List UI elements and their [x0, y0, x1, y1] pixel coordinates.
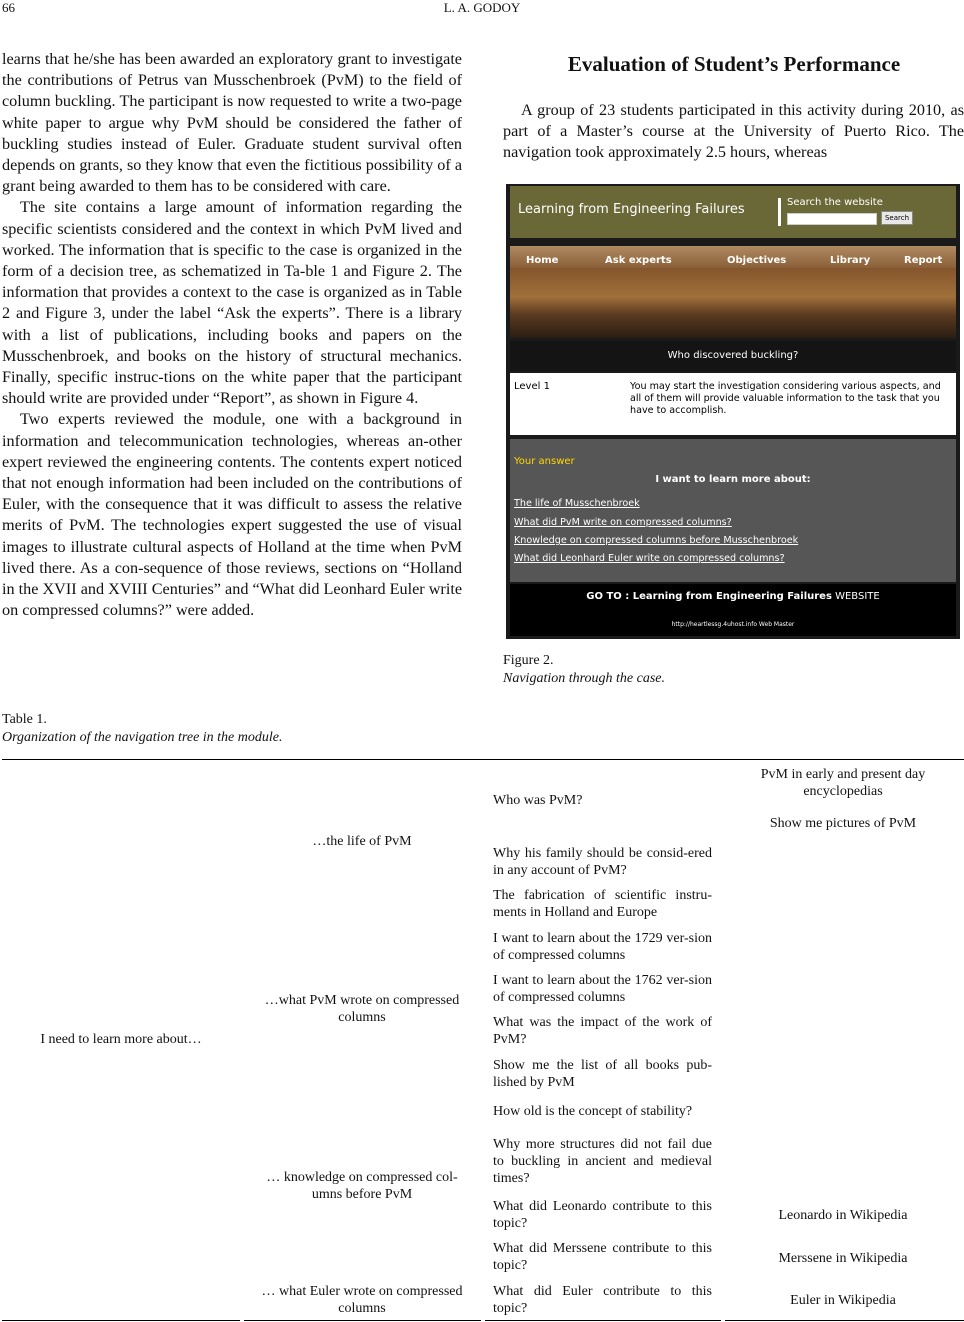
level-panel: [510, 373, 956, 435]
search-label: Search the website: [787, 197, 883, 208]
table-resource: Merssene in Wikipedia: [778, 1251, 908, 1266]
goto-footer: [510, 584, 956, 636]
nav-home: Home: [526, 255, 559, 266]
table-top-rule: [2, 759, 964, 760]
table-question: Who was PvM?: [493, 793, 583, 808]
want-learn-label: I want to learn more about:: [655, 474, 811, 485]
divider: [778, 198, 781, 226]
site-header: [510, 186, 956, 238]
nav-objectives: Objectives: [727, 255, 787, 266]
table-branch: …what PvM wrote on compressed columns: [264, 993, 460, 1025]
table-question: I want to learn about the 1729 ver-sion of compressed columns: [493, 931, 712, 963]
table-branch: … knowledge on compressed col-umns before PvM: [266, 1170, 458, 1202]
figure-2-screenshot: [506, 184, 960, 639]
running-header-author: L. A. GODOY: [443, 0, 521, 15]
paragraph: A group of 23 students participated in this activity during 2010, as part of a Master’s course at the University of Puerto Rico. The navigation took approximately 2.5 hours, whereas: [503, 101, 964, 162]
nav-library: Library: [830, 255, 871, 266]
table-resource: Leonardo in Wikipedia: [778, 1208, 908, 1223]
search-button: Search: [881, 211, 913, 225]
paragraph: The site contains a large amount of information regarding the specific scientists considered and the context in which PvM lived and worked. The information that is specific to the case is organized in the form of a decision tree, as schematized in Ta-ble 1 and Figure 2. The information that provides a context to the case is organized as in Table 2 and Figure 3, under the label “Ask the experts”. There is a library with a list of publications, including books and papers on the Musschenbroek, and books on the history of structural mechanics. Finally, specific instruc-tions on the white paper that the participant should write are provided under “Report”, as shown in Figure 4.: [2, 198, 462, 408]
search-input: [787, 213, 877, 225]
table-question: What did Euler contribute to this topic?: [493, 1284, 712, 1316]
nav-report: Report: [904, 255, 943, 266]
table-resource: Euler in Wikipedia: [790, 1293, 896, 1308]
table-branch: …the life of PvM: [312, 834, 412, 849]
level-text: You may start the investigation considering various aspects, and all of them will provide valuable information to the task that you have to accomplish.: [630, 381, 941, 416]
goto-text: GO TO : Learning from Engineering Failures WEBSITE: [586, 591, 880, 602]
table-root: I need to learn more about…: [40, 1032, 202, 1047]
table-question: What was the impact of the work of PvM?: [493, 1015, 712, 1047]
link-pvm-wrote: What did PvM write on compressed columns?: [514, 517, 732, 528]
question-bar: Who discovered buckling?: [510, 341, 956, 371]
table-branch: … what Euler wrote on compressed columns: [261, 1284, 463, 1316]
paragraph: learns that he/she has been awarded an exploratory grant to investigate the contributions of Petrus van Musschenbroek (PvM) to the field of column buckling. The participant is now requested to write a two-page white paper to argue why PvM should be considered the father of buckling studies instead of Euler. Graduate student survival often depends on grants, so they know that even the fictitious possibility of a grant being awarded to them has to be considered with care.: [2, 50, 462, 196]
right-column: [503, 100, 964, 164]
table-question: What did Merssene contribute to this topic?: [493, 1241, 712, 1273]
table-question: Why more structures did not fail due to buckling in ancient and medieval times?: [493, 1137, 712, 1186]
link-euler: What did Leonhard Euler write on compressed columns?: [514, 553, 785, 564]
table-question: I want to learn about the 1762 ver-sion of compressed columns: [493, 973, 712, 1005]
nav-banner: [510, 246, 956, 338]
table-question: What did Leonardo contribute to this topic?: [493, 1199, 712, 1231]
level-label: Level 1: [514, 381, 550, 392]
paragraph: Two experts reviewed the module, one with a background in information and telecommunication technologies, whereas an-other expert reviewed the engineering contents. The contents expert noticed that not enough information had been included on the contributions of Euler, with the consequence that it was difficult to assess the relative merits of PvM. The technologies expert suggested the use of visual images to illustrate cultural aspects of Holland at the time when PvM lived there. As a con-sequence of those reviews, sections on “Holland in the XVII and XVIII Centuries” and “What did Leonhard Euler write on compressed columns?” were added.: [2, 410, 462, 620]
figure-caption: Figure 2. Navigation through the case.: [503, 653, 666, 686]
nav-ask-experts: Ask experts: [605, 255, 672, 266]
site-title: Learning from Engineering Failures: [518, 202, 745, 217]
table-caption: Table 1. Organization of the navigation tree in the module.: [2, 712, 283, 745]
page-number: 66: [2, 0, 15, 15]
left-column: [2, 49, 462, 621]
your-answer-label: Your answer: [514, 456, 575, 467]
table-question: The fabrication of scientific instru-ments in Holland and Europe: [493, 888, 712, 920]
footer-url: http://heartlessg.4uhost.info Web Master: [671, 621, 795, 628]
section-heading: Evaluation of Student’s Performance: [567, 52, 901, 76]
link-life: The life of Musschenbroek: [514, 498, 640, 509]
table-question: Why his family should be consid-ered in any account of PvM?: [493, 846, 712, 878]
table-resource: PvM in early and present day encyclopedias: [760, 767, 926, 799]
answer-panel: [510, 439, 956, 582]
table-resource: Show me pictures of PvM: [769, 816, 917, 831]
table-question: How old is the concept of stability?: [493, 1104, 693, 1119]
link-knowledge-before: Knowledge on compressed columns before Musschenbroek: [514, 535, 799, 546]
table-question: Show me the list of all books pub-lished by PvM: [493, 1058, 712, 1090]
